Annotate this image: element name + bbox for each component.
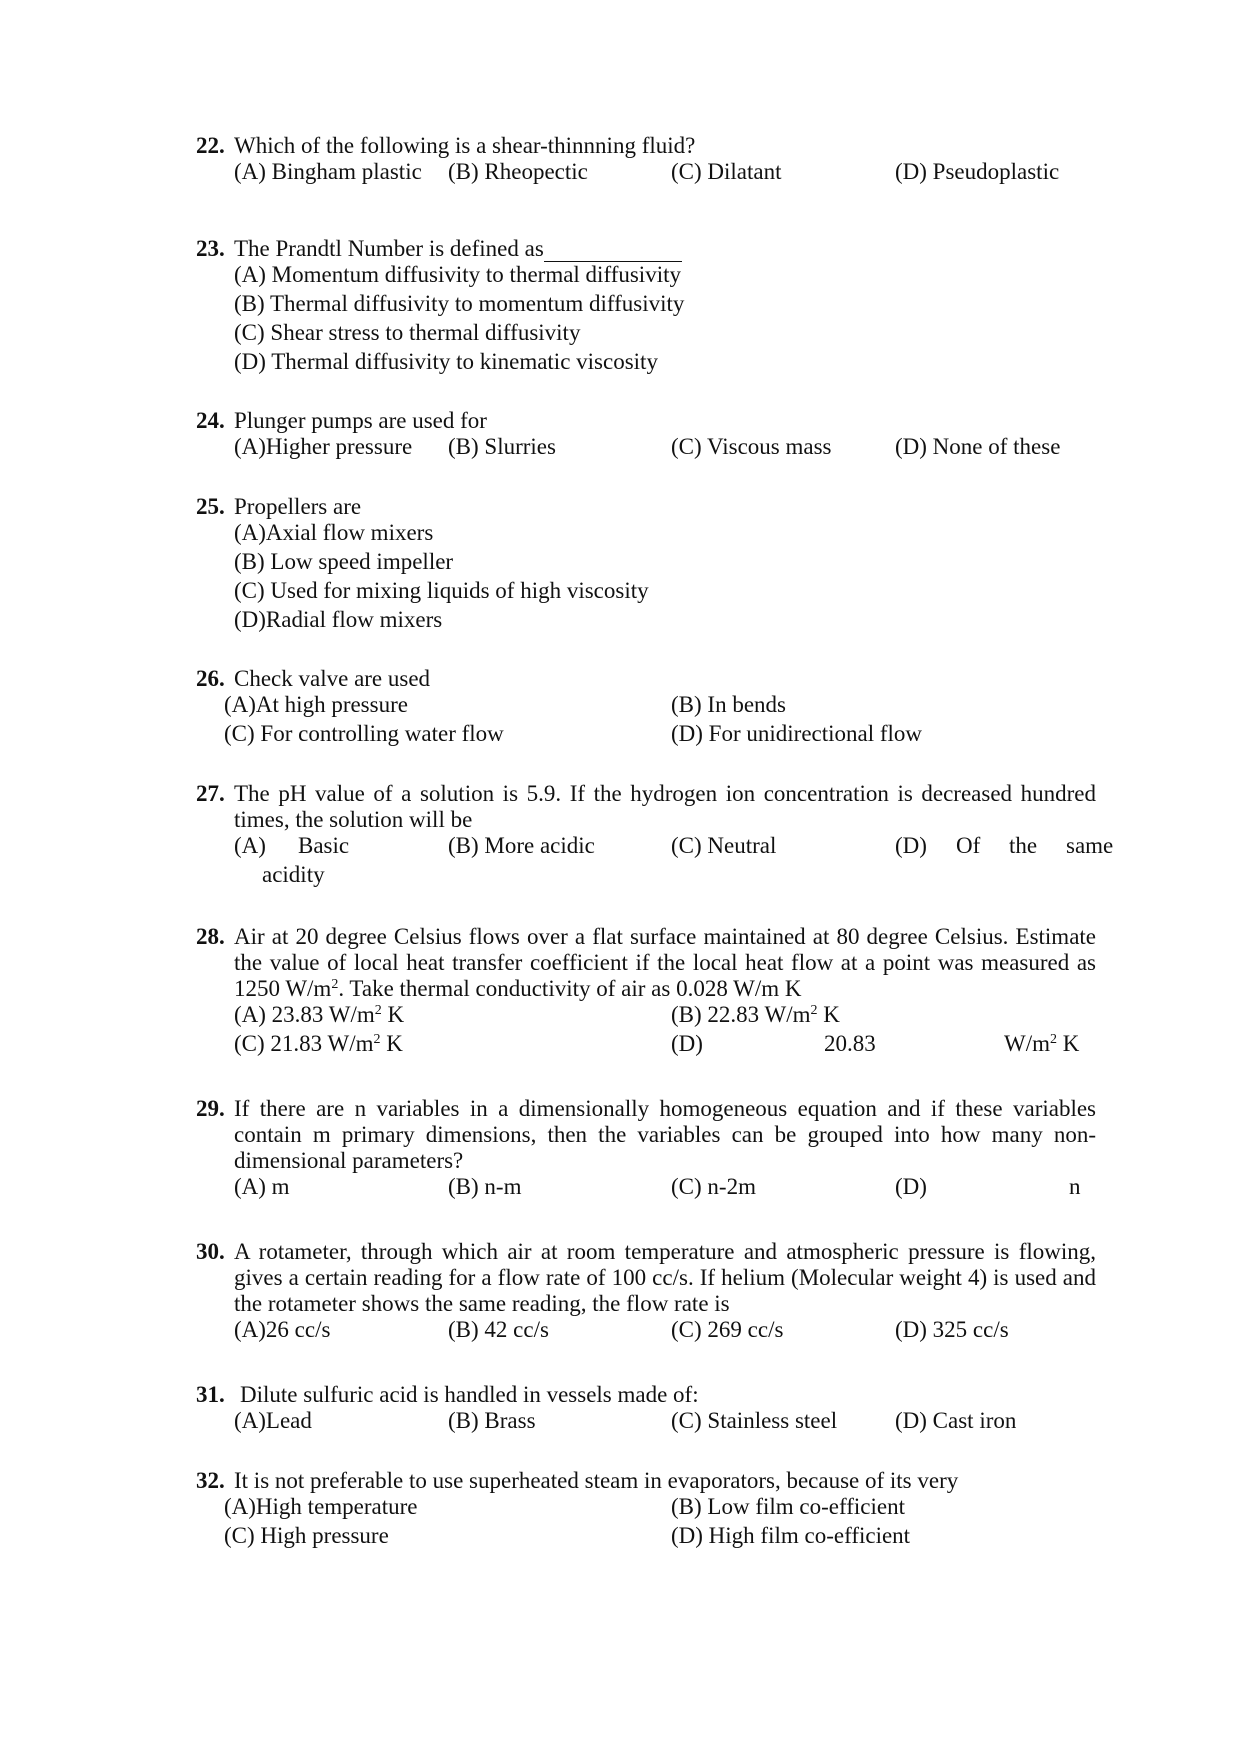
- option-a-label: (A): [234, 833, 266, 858]
- question-number: 23.: [196, 236, 225, 261]
- option-d-word: same: [1066, 833, 1114, 858]
- question-number: 27.: [196, 781, 225, 806]
- option-a-text: Basic: [298, 833, 350, 858]
- option-c: (C) Dilatant: [671, 159, 782, 184]
- question-text: Propellers are: [234, 494, 362, 519]
- option-d: (D) Pseudoplastic: [895, 159, 1060, 184]
- option-d: (D) Thermal diffusivity to kinematic viscosity: [234, 349, 658, 374]
- option-b: (B) More acidic: [448, 833, 595, 858]
- option-b: (B) n-m: [448, 1174, 522, 1199]
- question-text: Air at 20 degree Celsius flows over a flat surface maintained at 80 degree Celsius. Estimate the value of local heat transfer coefficient if the local heat flow at a point was measured as 1250 $W/m^2$. Take thermal conductivity of air as 0.028 W/m K: [234, 924, 1097, 1001]
- question-number: 28.: [196, 924, 225, 949]
- question-23: [196, 236, 1096, 378]
- question-number: 29.: [196, 1096, 225, 1121]
- option-d-label: (D): [671, 1031, 703, 1056]
- option-b: (B) Rheopectic: [448, 159, 588, 184]
- option-b: (B) In bends: [671, 692, 786, 717]
- question-28: [196, 924, 1096, 1060]
- question-text: A rotameter, through which air at room temperature and atmospheric pressure is flowing, gives a certain reading for a flow rate of 100 cc/s. If helium (Molecular weight 4) is used and the rotameter shows the same reading, the flow rate is: [234, 1239, 1096, 1316]
- option-a: (A) m: [234, 1174, 290, 1199]
- option-c: (C) Shear stress to thermal diffusivity: [234, 320, 581, 345]
- question-31: [196, 1382, 1096, 1437]
- question-text: The pH value of a solution is 5.9. If the hydrogen ion concentration is decreased hundred times, the solution will be: [234, 781, 1096, 832]
- option-c: (C) Neutral: [671, 833, 777, 858]
- option-a: (A)Axial flow mixers: [234, 520, 434, 545]
- option-c: (C) 21.83 $W/m^2$ K: [234, 1031, 403, 1056]
- option-d: (D) Cast iron: [895, 1408, 1017, 1433]
- option-d-word: Of: [956, 833, 981, 858]
- option-d: (D) 325 cc/s: [895, 1317, 1009, 1342]
- question-25: [196, 494, 1096, 636]
- option-d: (D) For unidirectional flow: [671, 721, 923, 746]
- option-d: (D) High film co-efficient: [671, 1523, 911, 1548]
- question-27: [196, 781, 1114, 891]
- option-c: (C) For controlling water flow: [224, 721, 504, 746]
- option-b: (B) 42 cc/s: [448, 1317, 549, 1342]
- option-c: (C) n-2m: [671, 1174, 756, 1199]
- option-d-value: 20.83: [824, 1031, 876, 1056]
- question-text: Plunger pumps are used for: [234, 408, 487, 433]
- question-29: [196, 1096, 1096, 1203]
- option-a: (A)Higher pressure: [234, 434, 413, 459]
- question-30: [196, 1239, 1096, 1346]
- question-24: [196, 408, 1096, 463]
- option-d-label: (D): [895, 1174, 927, 1199]
- question-number: 31.: [196, 1382, 225, 1407]
- option-d-label: (D): [895, 833, 927, 858]
- option-a: (A)Lead: [234, 1408, 312, 1433]
- option-d-value: n: [1069, 1174, 1081, 1199]
- option-c: (C) High pressure: [224, 1523, 389, 1548]
- option-a: (A) Momentum diffusivity to thermal diffusivity: [234, 262, 681, 287]
- option-b: (B) Thermal diffusivity to momentum diffusivity: [234, 291, 685, 316]
- question-number: 30.: [196, 1239, 225, 1264]
- option-d-unit: $W/m^2$ K: [1004, 1031, 1080, 1056]
- question-22: [196, 133, 1096, 188]
- option-b: (B) 22.83 $W/m^2$ K: [671, 1002, 840, 1027]
- question-text: The Prandtl Number is defined as: [234, 236, 544, 261]
- question-text: It is not preferable to use superheated steam in evaporators, because of its very: [234, 1468, 959, 1493]
- option-b: (B) Low speed impeller: [234, 549, 454, 574]
- option-b: (B) Brass: [448, 1408, 536, 1433]
- option-c: (C) Viscous mass: [671, 434, 832, 459]
- question-text: Which of the following is a shear-thinnning fluid?: [234, 133, 696, 158]
- option-b: (B) Slurries: [448, 434, 556, 459]
- option-d: (D) None of these: [895, 434, 1061, 459]
- option-a: (A) Bingham plastic: [234, 159, 422, 184]
- question-number: 24.: [196, 408, 225, 433]
- option-d: (D)Radial flow mixers: [234, 607, 443, 632]
- option-a: (A)High temperature: [224, 1494, 418, 1519]
- option-b: (B) Low film co-efficient: [671, 1494, 905, 1519]
- option-a: (A)26 cc/s: [234, 1317, 331, 1342]
- question-text: Check valve are used: [234, 666, 431, 691]
- option-c: (C) 269 cc/s: [671, 1317, 784, 1342]
- question-number: 26.: [196, 666, 225, 691]
- option-a: (A) 23.83 $W/m^2$ K: [234, 1002, 405, 1027]
- question-text: If there are n variables in a dimensionally homogeneous equation and if these variables contain m primary dimensions, then the variables can be grouped into how many non-dimensional parameters?: [234, 1096, 1096, 1173]
- question-32: [196, 1468, 1096, 1552]
- question-number: 22.: [196, 133, 225, 158]
- question-number: 32.: [196, 1468, 225, 1493]
- option-d-word: the: [1009, 833, 1038, 858]
- question-26: [196, 666, 1096, 750]
- question-number: 25.: [196, 494, 225, 519]
- answer-blank: [544, 241, 682, 262]
- option-a-continuation: acidity: [262, 862, 325, 887]
- option-a: (A)At high pressure: [224, 692, 408, 717]
- option-c: (C) Used for mixing liquids of high viscosity: [234, 578, 649, 603]
- option-c: (C) Stainless steel: [671, 1408, 838, 1433]
- question-text: Dilute sulfuric acid is handled in vessels made of:: [240, 1382, 699, 1407]
